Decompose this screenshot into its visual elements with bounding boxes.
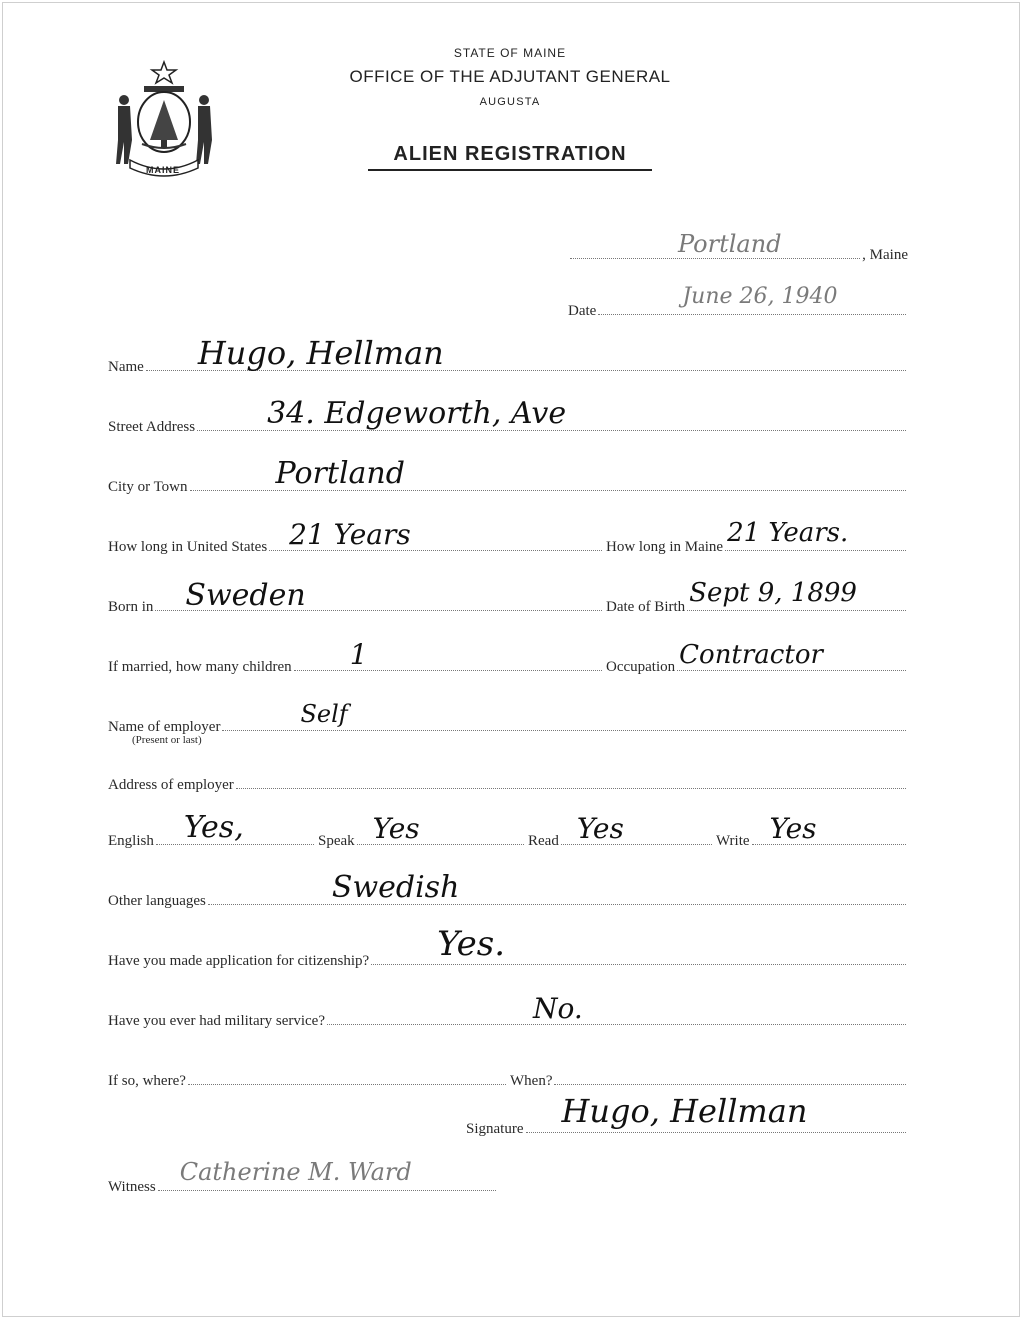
children-value: 1 xyxy=(349,638,368,671)
name-label: Name xyxy=(108,359,144,375)
form-title: ALIEN REGISTRATION xyxy=(393,143,627,165)
dob-field xyxy=(687,578,906,611)
born-in-label: Born in xyxy=(108,599,154,615)
employer-value: Self xyxy=(300,700,348,728)
when-field xyxy=(554,1070,906,1085)
speak-label: Speak xyxy=(318,833,355,849)
state-seal xyxy=(108,60,220,178)
dob-label: Date of Birth xyxy=(606,599,686,615)
other-languages-label: Other languages xyxy=(108,893,206,909)
signature-value: Hugo, Hellman xyxy=(561,1092,808,1130)
occupation-field xyxy=(677,640,906,671)
born-in-value: Sweden xyxy=(185,578,306,613)
occupation-row xyxy=(606,640,908,678)
how-long-maine-label: How long in Maine xyxy=(606,539,724,555)
write-value: Yes xyxy=(769,812,817,845)
citizenship-label: Have you made application for citizenship? xyxy=(108,953,370,969)
children-field xyxy=(294,638,602,671)
city-row xyxy=(108,456,908,498)
signature-field xyxy=(526,1092,907,1133)
street-address-label: Street Address xyxy=(108,419,196,435)
write-row xyxy=(716,812,908,852)
how-long-us-field xyxy=(269,518,602,551)
name-row xyxy=(108,334,908,378)
name-field xyxy=(146,334,906,372)
employer-label: Name of employer xyxy=(108,719,221,735)
office-heading: OFFICE OF THE ADJUTANT GENERAL xyxy=(349,67,671,86)
occupation-label: Occupation xyxy=(606,659,676,675)
street-address-field xyxy=(197,396,906,431)
date-label: Date xyxy=(568,303,597,319)
city-field xyxy=(190,456,906,491)
read-value: Yes xyxy=(576,812,624,845)
english-row xyxy=(108,810,316,852)
dob-row xyxy=(606,578,908,618)
city-value: Portland xyxy=(275,456,405,491)
where-row xyxy=(108,1070,508,1092)
citizenship-value: Yes. xyxy=(437,924,506,964)
signature-label: Signature xyxy=(466,1121,524,1137)
employer-field xyxy=(222,700,906,731)
employer-sublabel: (Present or last) xyxy=(132,734,202,746)
place-value: Portland xyxy=(678,230,782,258)
english-field xyxy=(156,810,314,845)
other-languages-value: Swedish xyxy=(331,870,460,905)
how-long-maine-field xyxy=(725,518,906,551)
city-heading: AUGUSTA xyxy=(479,96,541,108)
where-label: If so, where? xyxy=(108,1073,186,1089)
how-long-maine-value: 21 Years. xyxy=(727,518,849,548)
how-long-maine-row xyxy=(606,518,908,558)
employer-address-label: Address of employer xyxy=(108,777,234,793)
how-long-us-label: How long in United States xyxy=(108,539,268,555)
signature-row xyxy=(466,1092,908,1140)
military-row xyxy=(108,992,908,1032)
city-label: City or Town xyxy=(108,479,188,495)
when-label: When? xyxy=(510,1073,553,1089)
military-field xyxy=(327,992,906,1025)
english-value: Yes, xyxy=(183,810,244,845)
street-address-row xyxy=(108,396,908,438)
date-field xyxy=(598,284,906,315)
military-value: No. xyxy=(533,992,583,1025)
other-languages-row xyxy=(108,870,908,912)
employer-row xyxy=(108,700,908,738)
name-value: Hugo, Hellman xyxy=(197,334,444,372)
speak-field xyxy=(357,812,524,845)
where-field xyxy=(188,1070,506,1085)
dob-value: Sept 9, 1899 xyxy=(689,578,857,608)
street-address-value: 34. Edgeworth, Ave xyxy=(267,396,567,431)
place-field xyxy=(570,230,860,259)
when-row xyxy=(510,1070,908,1092)
witness-label: Witness xyxy=(108,1179,156,1195)
date-value: June 26, 1940 xyxy=(682,284,838,309)
date-row xyxy=(568,284,908,322)
speak-row xyxy=(318,812,526,852)
title-underline xyxy=(368,169,652,171)
seal-banner-text: MAINE xyxy=(146,165,180,175)
occupation-value: Contractor xyxy=(679,640,823,670)
born-in-row xyxy=(108,578,604,618)
state-heading: STATE OF MAINE xyxy=(453,46,567,60)
write-label: Write xyxy=(716,833,750,849)
witness-field xyxy=(158,1158,496,1191)
read-field xyxy=(561,812,712,845)
born-in-field xyxy=(155,578,602,613)
speak-value: Yes xyxy=(372,812,420,845)
citizenship-row xyxy=(108,924,908,972)
how-long-us-value: 21 Years xyxy=(289,518,411,551)
witness-value: Catherine M. Ward xyxy=(179,1158,412,1186)
place-row xyxy=(568,230,908,266)
employer-address-row xyxy=(108,774,908,796)
write-field xyxy=(752,812,906,845)
place-suffix: , Maine xyxy=(862,247,908,263)
read-row xyxy=(528,812,714,852)
read-label: Read xyxy=(528,833,559,849)
how-long-us-row xyxy=(108,518,604,558)
witness-row xyxy=(108,1158,498,1198)
english-label: English xyxy=(108,833,154,849)
citizenship-field xyxy=(371,924,906,965)
children-label: If married, how many children xyxy=(108,659,292,675)
employer-address-field xyxy=(236,774,906,789)
children-row xyxy=(108,638,604,678)
military-label: Have you ever had military service? xyxy=(108,1013,325,1029)
other-languages-field xyxy=(208,870,906,905)
